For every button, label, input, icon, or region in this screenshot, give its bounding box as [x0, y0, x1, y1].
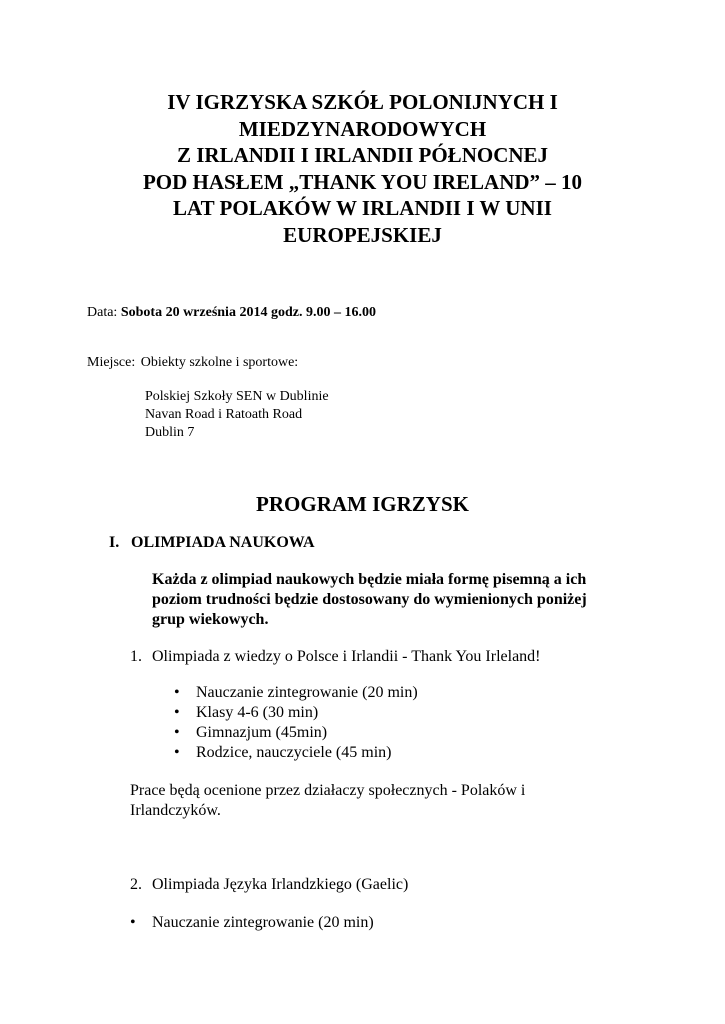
- list-item-text: Klasy 4-6 (30 min): [196, 704, 319, 721]
- bullet-icon: •: [174, 724, 180, 741]
- item-number: 1.: [130, 648, 142, 665]
- note-line: Irlandczyków.: [130, 802, 221, 819]
- list-item-text: Rodzice, nauczyciele (45 min): [196, 744, 392, 761]
- section-title: OLIMPIADA NAUKOWA: [131, 534, 315, 551]
- document-title: [80, 89, 645, 248]
- list-item-text: Nauczanie zintegrowanie (20 min): [196, 684, 418, 701]
- address-line: Dublin 7: [145, 425, 195, 440]
- item-title: Olimpiada Języka Irlandzkiego (Gaelic): [152, 876, 409, 893]
- list-item-text: Nauczanie zintegrowanie (20 min): [152, 914, 374, 931]
- address-line: Polskiej Szkoły SEN w Dublinie: [145, 389, 329, 404]
- bullet-icon: •: [174, 684, 180, 701]
- date-label: Data:: [87, 305, 118, 320]
- intro-line: Każda z olimpiad naukowych będzie miała formę pisemną a ich: [152, 571, 587, 588]
- address-line: Navan Road i Ratoath Road: [145, 407, 303, 422]
- date-line: [87, 304, 376, 322]
- list-item-text: Gimnazjum (45min): [196, 724, 328, 741]
- location-intro: Obiekty szkolne i sportowe:: [140, 355, 299, 370]
- title-line: LAT POLAKÓW W IRLANDII I W UNII: [173, 196, 552, 220]
- section-number: I.: [109, 534, 120, 551]
- title-line: Z IRLANDII I IRLANDII PÓŁNOCNEJ: [176, 143, 549, 167]
- bullet-icon: •: [174, 744, 180, 761]
- title-line: MIEDZYNARODOWYCH: [238, 116, 487, 141]
- item-title: Olimpiada z wiedzy o Polsce i Irlandii - Thank You Irleland!: [152, 648, 541, 665]
- intro-line: poziom trudności będzie dostosowany do wymienionych poniżej: [152, 591, 587, 608]
- date-value: Sobota 20 września 2014 godz. 9.00 – 16.00: [120, 305, 376, 320]
- title-line: IV IGRZYSKA SZKÓŁ POLONIJNYCH I: [167, 90, 558, 114]
- bullet-icon: •: [130, 914, 136, 931]
- intro-line: grup wiekowych.: [152, 611, 269, 628]
- title-line: POD HASŁEM „THANK YOU IRELAND” – 10: [142, 169, 583, 194]
- location-label: Miejsce:: [87, 355, 136, 370]
- title-line: EUROPEJSKIEJ: [283, 222, 442, 247]
- bullet-icon: •: [174, 704, 180, 721]
- note-line: Prace będą ocenione przez działaczy społecznych - Polaków i: [130, 782, 526, 799]
- location-line: [87, 354, 298, 372]
- item-number: 2.: [130, 876, 142, 893]
- program-heading: PROGRAM IGRZYSK: [256, 492, 469, 516]
